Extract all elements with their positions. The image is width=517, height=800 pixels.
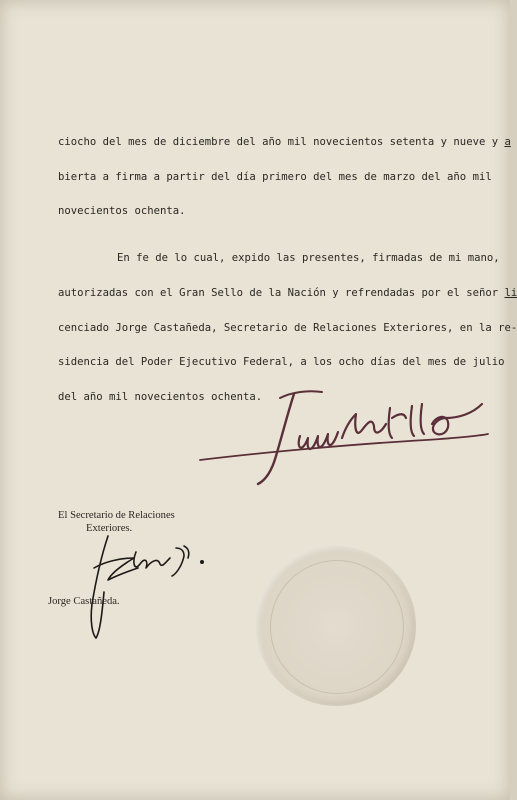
paragraph-1-line-3: novecientos ochenta.: [58, 205, 186, 217]
seal-inner-ring: [270, 560, 404, 694]
paragraph-1-line-1: [58, 136, 511, 148]
countersign-title-line-1: El Secretario de Relaciones: [58, 510, 175, 521]
secretary-signature: [80, 528, 210, 646]
underlined-syllable: li: [504, 287, 517, 299]
paragraph-2-line-1: En fe de lo cual, expido las presentes, firmadas de mi mano,: [117, 252, 500, 264]
paragraph-2-line-5: del año mil novecientos ochenta.: [58, 391, 263, 403]
paragraph-1-line-2: bierta a firma a partir del día primero del mes de marzo del año mil: [58, 171, 492, 183]
countersign-title-line-2: Exteriores.: [86, 523, 133, 534]
paragraph-1-line-1-text: ciocho del mes de diciembre del año mil novecientos setenta y nueve y: [58, 136, 505, 148]
president-signature: [196, 378, 496, 490]
countersign-name: Jorge Castañeda.: [48, 596, 120, 607]
paragraph-2-line-2: [58, 287, 517, 299]
great-seal-embossed: [256, 546, 416, 706]
paragraph-2-line-4: sidencia del Poder Ejecutivo Federal, a los ocho días del mes de julio: [58, 356, 505, 368]
paragraph-2-line-3: cenciado Jorge Castañeda, Secretario de Relaciones Exteriores, en la re-: [58, 322, 517, 334]
underlined-syllable: a: [504, 136, 511, 148]
paragraph-2-line-2-text: autorizadas con el Gran Sello de la Nación y refrendadas por el señor: [58, 287, 505, 299]
